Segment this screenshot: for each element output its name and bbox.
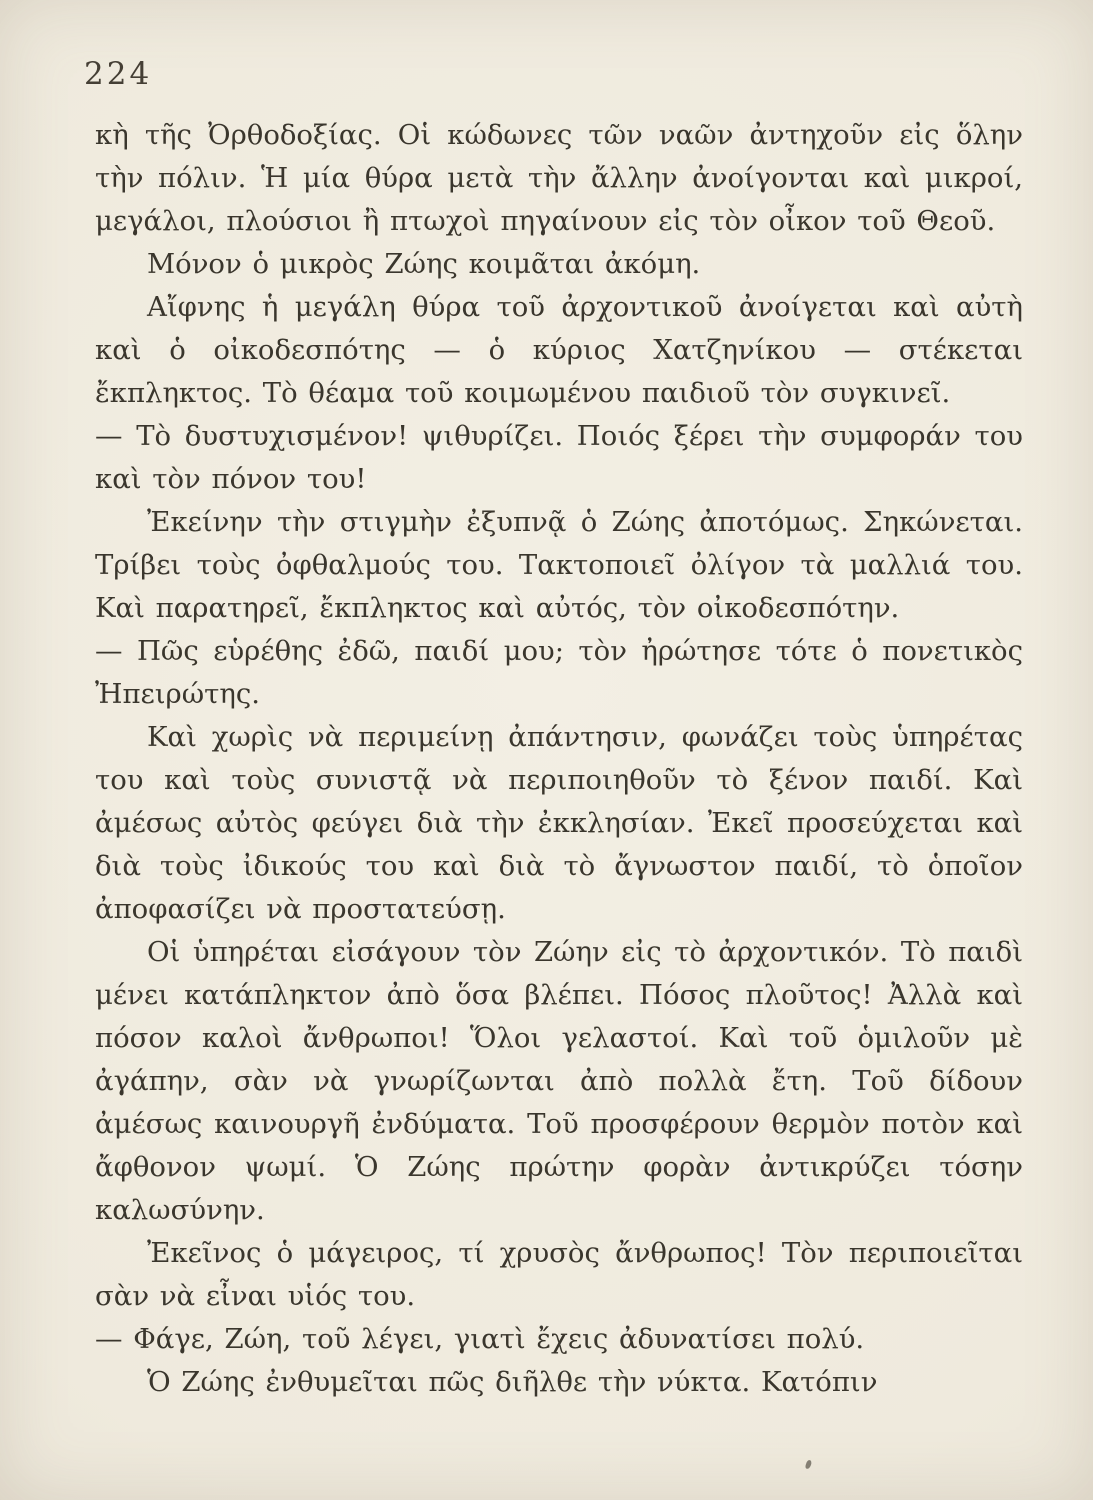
paragraph: Αἴφνης ἡ μεγάλη θύρα τοῦ ἀρχοντικοῦ ἀνοίγεται καὶ αὐτὴ καὶ ὁ οἰκοδεσπότης — ὁ κύριος Χατζηνίκου — στέκεται ἔκπληκτος. Τὸ θέαμα τοῦ κοιμωμένου παιδιοῦ τὸν συγκινεῖ. (95, 291, 1023, 409)
paragraph-dialogue: — Φάγε, Ζώη, τοῦ λέγει, γιατὶ ἔχεις ἀδυνατίσει πολύ. (95, 1323, 865, 1355)
paragraph-dialogue: — Πῶς εὑρέθης ἐδῶ, παιδί μου; τὸν ἠρώτησε τότε ὁ πονετικὸς Ἠπειρώτης. (95, 635, 1023, 710)
scan-speck (805, 1459, 813, 1469)
paragraph: Ἐκείνην τὴν στιγμὴν ἐξυπνᾷ ὁ Ζώης ἀποτόμως. Σηκώνεται. Τρίβει τοὺς ὀφθαλμούς του. Τακτοποιεῖ ὀλίγον τὰ μαλλιά του. Καὶ παρατηρεῖ, ἔκπληκτος καὶ αὐτός, τὸν οἰκοδεσπότην. (95, 506, 1023, 624)
paragraph-dialogue: — Τὸ δυστυχισμένον! ψιθυρίζει. Ποιός ξέρει τὴν συμφοράν του καὶ τὸν πόνον του! (95, 420, 1023, 495)
paragraph: Οἱ ὑπηρέται εἰσάγουν τὸν Ζώην εἰς τὸ ἀρχοντικόν. Τὸ παιδὶ μένει κατάπληκτον ἀπὸ ὅσα βλέπει. Πόσος πλοῦτος! Ἀλλὰ καὶ πόσον καλοὶ ἄνθρωποι! Ὅλοι γελαστοί. Καὶ τοῦ ὁμιλοῦν μὲ ἀγάπην, σὰν νὰ γνωρίζωνται ἀπὸ πολλὰ ἔτη. Τοῦ δίδουν ἀμέσως καινουργῆ ἐνδύματα. Τοῦ προσφέρουν θερμὸν ποτὸν καὶ ἄφθονον ψωμί. Ὁ Ζώης πρώτην φορὰν ἀντικρύζει τόσην καλωσύνην. (95, 936, 1023, 1226)
paragraph: Καὶ χωρὶς νὰ περιμείνῃ ἀπάντησιν, φωνάζει τοὺς ὑπηρέτας του καὶ τοὺς συνιστᾷ νὰ περιποιηθοῦν τὸ ξένον παιδί. Καὶ ἀμέσως αὐτὸς φεύγει διὰ τὴν ἐκκλησίαν. Ἐκεῖ προσεύχεται καὶ διὰ τοὺς ἰδικούς του καὶ διὰ τὸ ἄγνωστον παιδί, τὸ ὁποῖον ἀποφασίζει νὰ προστατεύσῃ. (95, 721, 1023, 925)
paragraph: κὴ τῆς Ὀρθοδοξίας. Οἱ κώδωνες τῶν ναῶν ἀντηχοῦν εἰς ὅλην τὴν πόλιν. Ἡ μία θύρα μετὰ τὴν ἄλλην ἀνοίγονται καὶ μικροί, μεγάλοι, πλούσιοι ἢ πτωχοὶ πηγαίνουν εἰς τὸν οἶκον τοῦ Θεοῦ. (95, 119, 1023, 237)
paragraph: Ἐκεῖνος ὁ μάγειρος, τί χρυσὸς ἄνθρωπος! Τὸν περιποιεῖται σὰν νὰ εἶναι υἱός του. (95, 1237, 1023, 1312)
page-number: 224 (84, 56, 153, 92)
paragraph: Ὁ Ζώης ἐνθυμεῖται πῶς διῆλθε τὴν νύκτα. Κατόπιν (147, 1366, 878, 1398)
paragraph: Μόνον ὁ μικρὸς Ζώης κοιμᾶται ἀκόμη. (147, 248, 701, 280)
page-text (95, 114, 1023, 1404)
